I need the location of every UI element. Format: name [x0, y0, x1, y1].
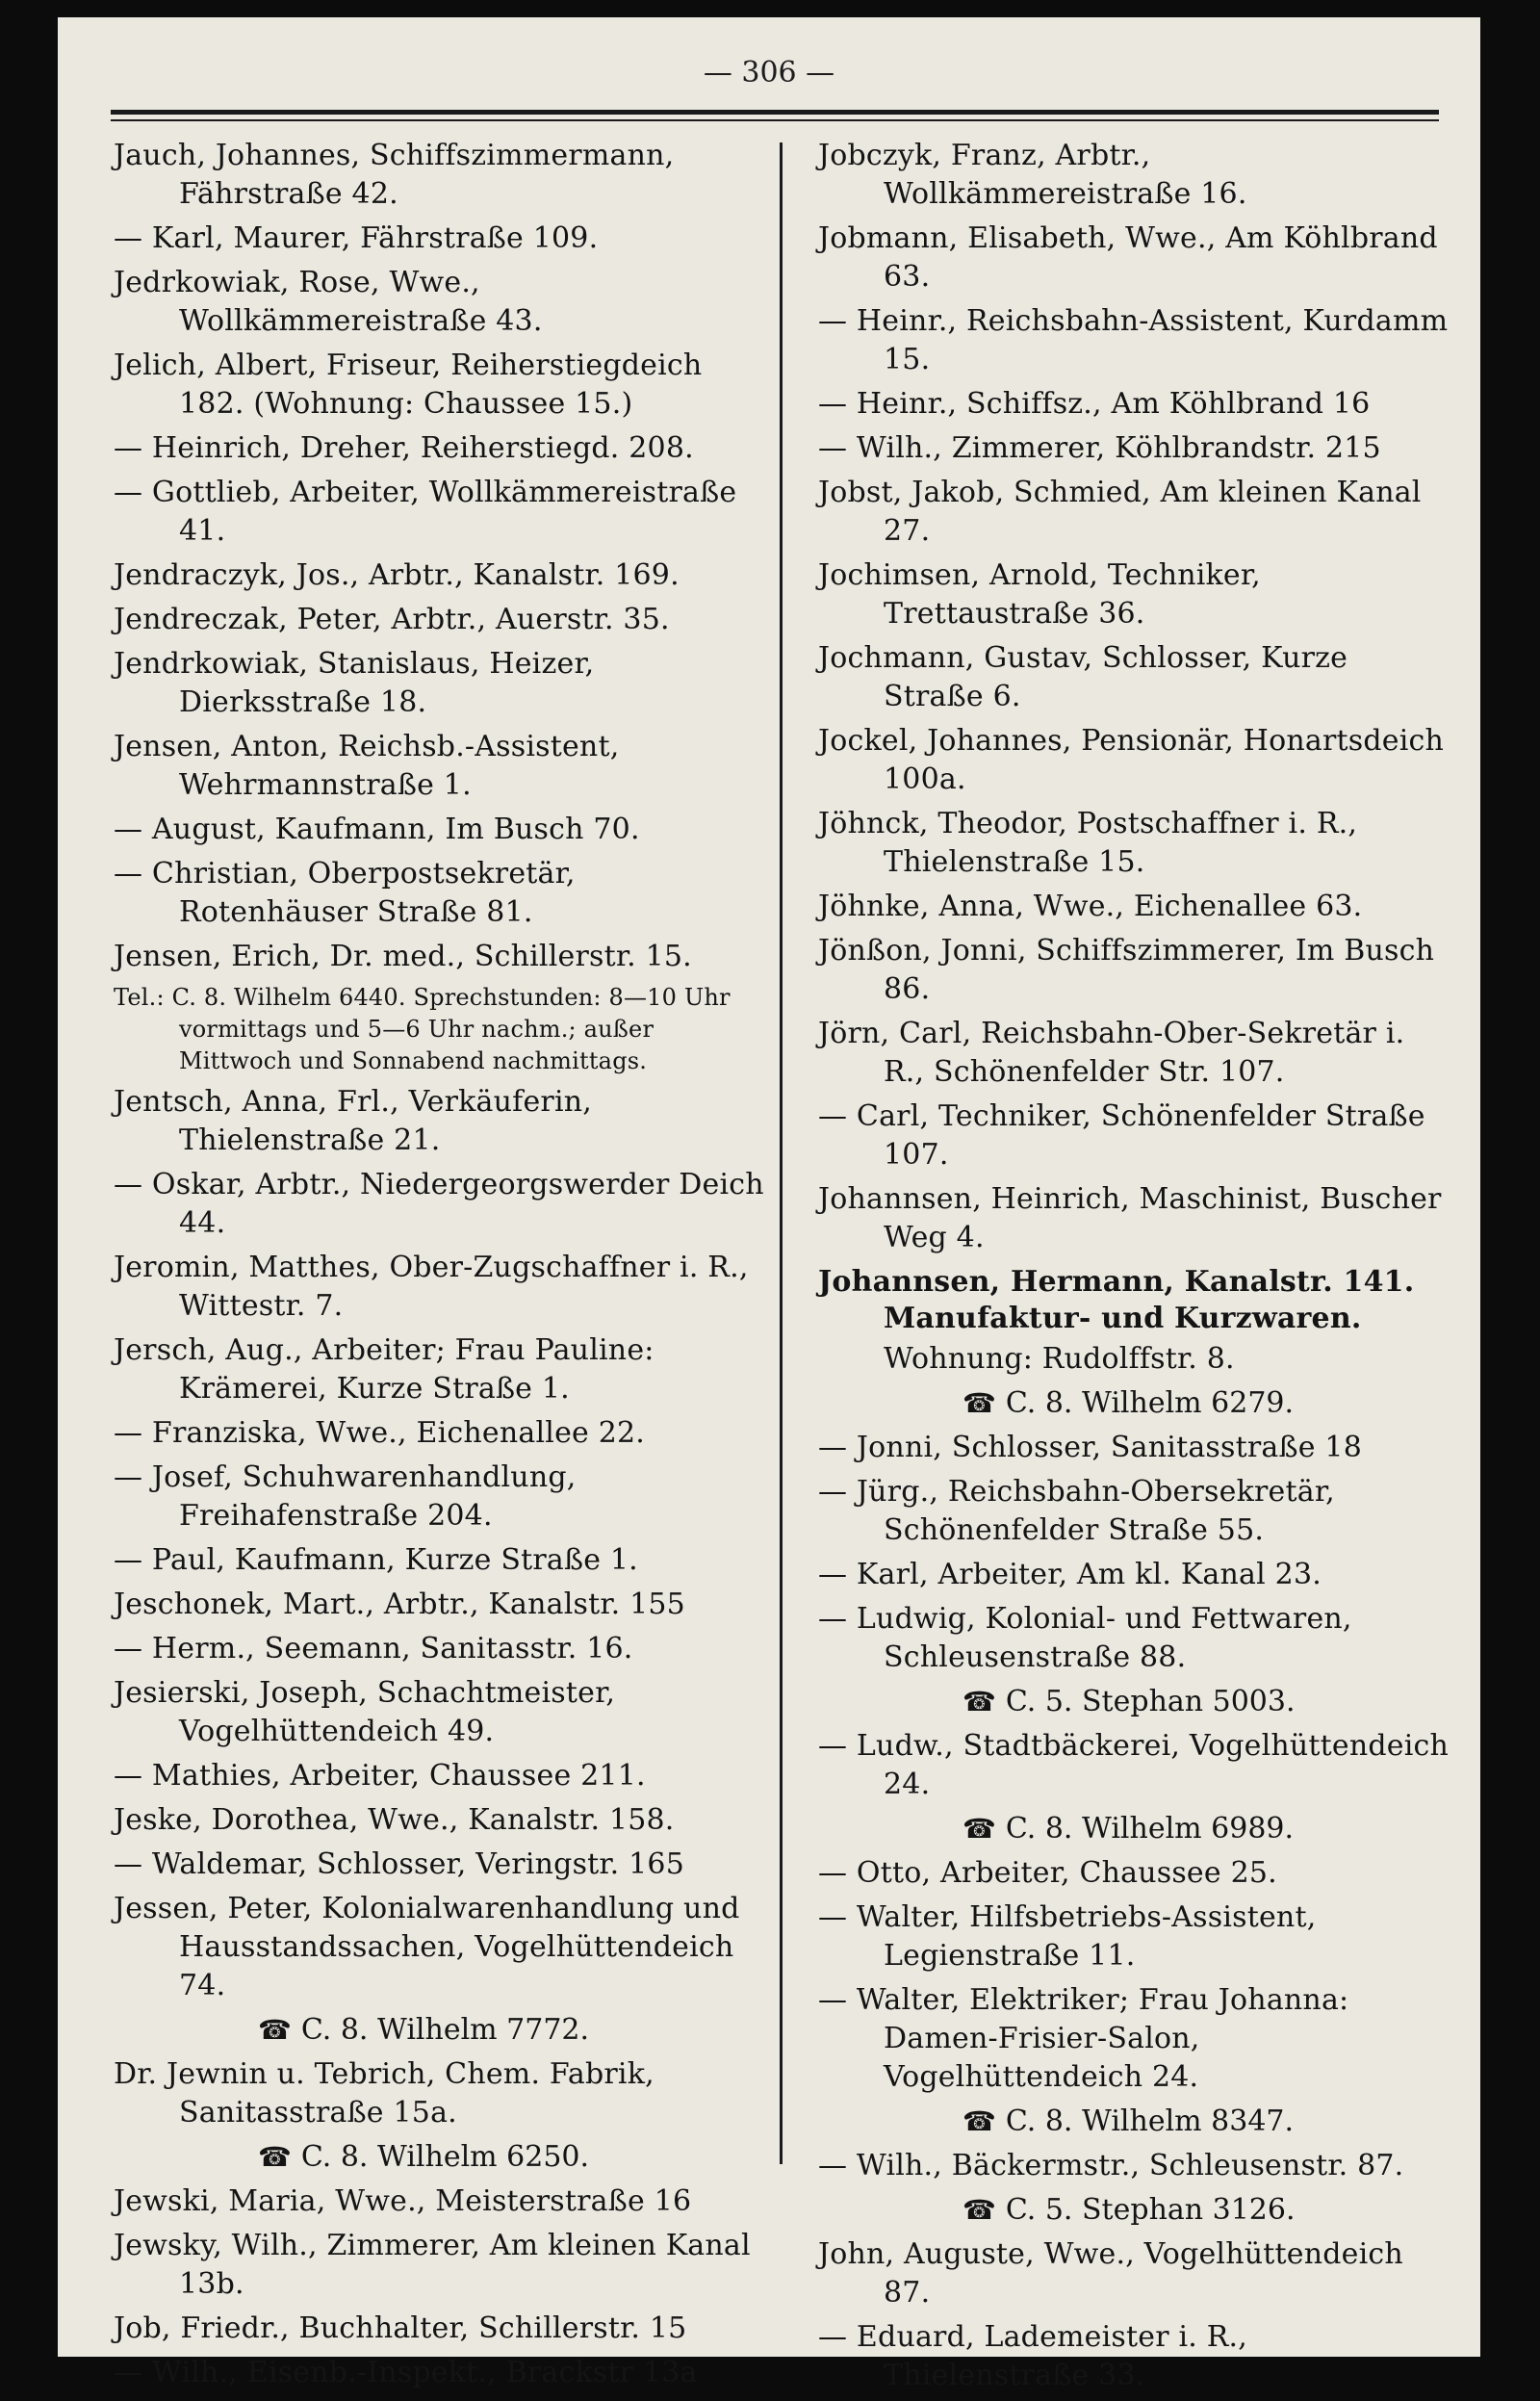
telephone-icon: ☎	[962, 2194, 996, 2226]
directory-entry: — Josef, Schuhwarenhandlung, Freihafenstraße 204.	[114, 1460, 577, 1533]
directory-entry: Jeromin, Matthes, Ober-Zugschaffner i. R., Wittestr. 7.	[114, 1251, 749, 1323]
directory-entry: Jelich, Albert, Friseur, Reiherstiegdeich 182. (Wohnung: Chaussee 15.)	[114, 349, 703, 421]
directory-entry: — Eduard, Lademeister i. R., Thielenstraße 33.	[818, 2320, 1248, 2392]
telephone-entry	[818, 2103, 1453, 2141]
directory-entry: Jeschonek, Mart., Arbtr., Kanalstr. 155	[114, 1588, 685, 1621]
directory-entry: Jersch, Aug., Arbeiter; Frau Pauline: Krämerei, Kurze Straße 1.	[114, 1333, 654, 1406]
header-rule-thick	[111, 110, 1439, 115]
directory-entry: Jendreczak, Peter, Arbtr., Auerstr. 35.	[114, 603, 670, 636]
directory-entry: — Karl, Arbeiter, Am kl. Kanal 23.	[818, 1558, 1322, 1591]
directory-entry: — Waldemar, Schlosser, Veringstr. 165	[114, 1847, 685, 1881]
telephone-icon: ☎	[258, 2141, 292, 2173]
directory-entry: — Herm., Seemann, Sanitasstr. 16.	[114, 1632, 633, 1665]
directory-entry: Jöhnke, Anna, Wwe., Eichenallee 63.	[818, 890, 1363, 923]
directory-entry: — August, Kaufmann, Im Busch 70.	[114, 813, 640, 846]
telephone-entry	[818, 1810, 1453, 1848]
directory-entry: — Heinr., Schiffsz., Am Köhlbrand 16	[818, 387, 1371, 421]
left-column	[114, 137, 768, 2398]
directory-entry: — Christian, Oberpostsekretär, Rotenhäuser Straße 81.	[114, 857, 576, 929]
directory-entry: — Ludwig, Kolonial- und Fettwaren, Schleusenstraße 88.	[818, 1602, 1352, 1674]
directory-entry: — Carl, Techniker, Schönenfelder Straße 107.	[818, 1099, 1425, 1172]
directory-entry: Dr. Jewnin u. Tebrich, Chem. Fabrik, Sanitasstraße 15a.	[114, 2057, 654, 2130]
directory-entry: — Wilh., Eisenb.-Inspekt., Brackstr 13a	[114, 2356, 698, 2389]
directory-entry: — Ludw., Stadtbäckerei, Vogelhüttendeich 24.	[818, 1729, 1450, 1801]
directory-entry: — Paul, Kaufmann, Kurze Straße 1.	[114, 1543, 638, 1577]
telephone-entry	[818, 2191, 1453, 2230]
directory-entry: — Wilh., Zimmerer, Köhlbrandstr. 215	[818, 431, 1381, 465]
right-column	[818, 137, 1453, 2401]
telephone-number: C. 8. Wilhelm 6250.	[300, 2140, 590, 2174]
directory-entry: — Gottlieb, Arbeiter, Wollkämmereistraße 41.	[114, 476, 737, 548]
directory-entry: — Mathies, Arbeiter, Chaussee 211.	[114, 1759, 646, 1793]
directory-entry: Jewski, Maria, Wwe., Meisterstraße 16	[114, 2184, 692, 2218]
telephone-number: C. 8. Wilhelm 7772.	[300, 2013, 590, 2047]
directory-entry: Jensen, Erich, Dr. med., Schillerstr. 15.	[114, 940, 692, 973]
directory-entry: — Heinrich, Dreher, Reiherstiegd. 208.	[114, 431, 694, 465]
directory-entry: — Franziska, Wwe., Eichenallee 22.	[114, 1416, 646, 1450]
directory-entry: Johannsen, Heinrich, Maschinist, Buscher Weg 4.	[818, 1182, 1442, 1254]
directory-entry: — Otto, Arbeiter, Chaussee 25.	[818, 1856, 1277, 1890]
telephone-number: C. 8. Wilhelm 6279.	[1005, 1386, 1295, 1420]
telephone-entry	[818, 1683, 1453, 1721]
directory-entry: Jöhnck, Theodor, Postschaffner i. R., Thielenstraße 15.	[818, 807, 1358, 879]
directory-entry: Jobst, Jakob, Schmied, Am kleinen Kanal 27.	[818, 476, 1422, 548]
telephone-entry	[114, 2011, 768, 2050]
telephone-icon: ☎	[258, 2014, 292, 2046]
directory-entry: Jochmann, Gustav, Schlosser, Kurze Straße 6.	[818, 641, 1348, 713]
directory-entry: Jobczyk, Franz, Arbtr., Wollkämmereistraße 16.	[818, 139, 1247, 211]
directory-entry: Manufaktur- und Kurzwaren.	[884, 1302, 1362, 1335]
directory-entry: Jentsch, Anna, Frl., Verkäuferin, Thielenstraße 21.	[114, 1085, 593, 1157]
telephone-number: C. 8. Wilhelm 8347.	[1005, 2104, 1295, 2138]
directory-entry: Johannsen, Hermann, Kanalstr. 141.	[818, 1265, 1415, 1299]
directory-entry: Jedrkowiak, Rose, Wwe., Wollkämmereistraße 43.	[114, 266, 543, 338]
telephone-icon: ☎	[962, 2105, 996, 2137]
directory-entry: — Jürg., Reichsbahn-Obersekretär, Schönenfelder Straße 55.	[818, 1475, 1335, 1547]
directory-entry: Jendraczyk, Jos., Arbtr., Kanalstr. 169.	[114, 558, 680, 592]
directory-entry: Jeske, Dorothea, Wwe., Kanalstr. 158.	[114, 1803, 675, 1837]
telephone-number: C. 5. Stephan 3126.	[1005, 2193, 1296, 2227]
column-divider	[780, 142, 783, 2164]
directory-entry: Jendrkowiak, Stanislaus, Heizer, Dierksstraße 18.	[114, 647, 595, 719]
directory-entry: Jesierski, Joseph, Schachtmeister, Vogelhüttendeich 49.	[114, 1676, 616, 1748]
directory-page	[58, 17, 1480, 2392]
directory-entry: John, Auguste, Wwe., Vogelhüttendeich 87.	[818, 2237, 1403, 2310]
directory-entry: — Heinr., Reichsbahn-Assistent, Kurdamm 15.	[818, 304, 1449, 376]
directory-entry: Jauch, Johannes, Schiffszimmermann, Fährstraße 42.	[114, 139, 675, 211]
directory-entry: — Karl, Maurer, Fährstraße 109.	[114, 221, 599, 255]
directory-entry: — Oskar, Arbtr., Niedergeorgswerder Deich 44.	[114, 1168, 764, 1240]
directory-entry: Jessen, Peter, Kolonialwarenhandlung und Hausstandssachen, Vogelhüttendeich 74.	[114, 1892, 740, 2002]
telephone-icon: ☎	[962, 1686, 996, 1717]
directory-entry: — Wilh., Bäckermstr., Schleusenstr. 87.	[818, 2149, 1404, 2182]
entry-note: Tel.: C. 8. Wilhelm 6440. Sprechstunden: 8—10 Uhr vormittags und 5—6 Uhr nachm.; außer Mittwoch und Sonnabend nachmittags.	[114, 984, 731, 1074]
telephone-icon: ☎	[962, 1813, 996, 1845]
directory-entry: Jochimsen, Arnold, Techniker, Trettaustraße 36.	[818, 558, 1261, 631]
directory-entry: Jörn, Carl, Reichsbahn-Ober-Sekretär i. R., Schönenfelder Str. 107.	[818, 1017, 1405, 1089]
directory-entry: — Walter, Elektriker; Frau Johanna: Damen-Frisier-Salon, Vogelhüttendeich 24.	[818, 1983, 1349, 2094]
directory-entry: Wohnung: Rudolffstr. 8.	[884, 1342, 1235, 1376]
directory-entry: Jockel, Johannes, Pensionär, Honartsdeich 100a.	[818, 724, 1445, 796]
page-number: — 306 —	[703, 56, 835, 90]
telephone-entry	[818, 1384, 1453, 1423]
telephone-number: C. 8. Wilhelm 6989.	[1005, 1812, 1295, 1846]
header-rule-thin	[111, 119, 1439, 121]
telephone-icon: ☎	[962, 1387, 996, 1419]
directory-entry: — Walter, Hilfsbetriebs-Assistent, Legienstraße 11.	[818, 1900, 1317, 1973]
directory-entry: Jobmann, Elisabeth, Wwe., Am Köhlbrand 63.	[818, 221, 1438, 294]
directory-entry: Jensen, Anton, Reichsb.-Assistent, Wehrmannstraße 1.	[114, 730, 620, 802]
directory-entry: Jönßon, Jonni, Schiffszimmerer, Im Busch 86.	[818, 934, 1435, 1006]
directory-entry: Jewsky, Wilh., Zimmerer, Am kleinen Kanal 13b.	[114, 2229, 751, 2301]
directory-entry: Job, Friedr., Buchhalter, Schillerstr. 15	[114, 2311, 687, 2345]
directory-entry: — Jonni, Schlosser, Sanitasstraße 18	[818, 1431, 1362, 1464]
telephone-number: C. 5. Stephan 5003.	[1005, 1685, 1296, 1718]
telephone-entry	[114, 2138, 768, 2177]
